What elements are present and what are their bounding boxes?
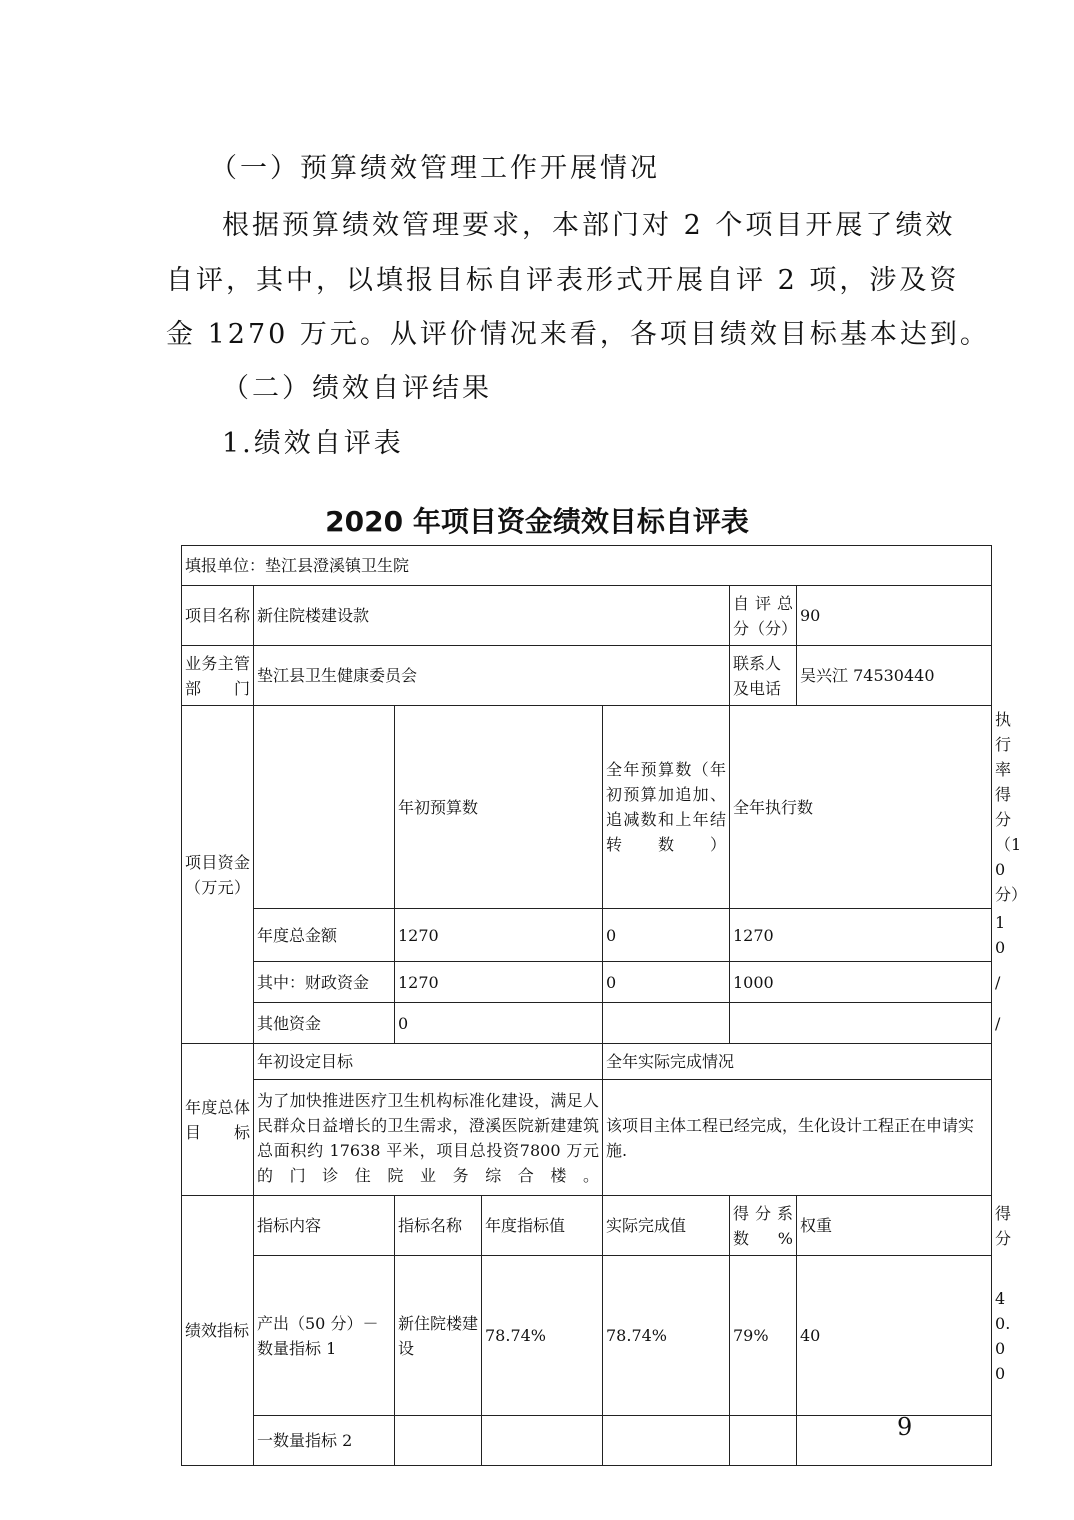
funds-row-label: 年度总金额 [254,909,395,962]
perf-header-actual: 实际完成值 [603,1196,730,1256]
funds-row-annual [603,1003,730,1044]
perf-row-weight [797,1416,992,1466]
perf-indicator-label: 绩效指标 [182,1196,254,1466]
funds-row: 其中：财政资金 1270 0 1000 / [182,962,992,1003]
funds-row-initial: 1270 [395,909,603,962]
goal-header-row [182,1044,992,1080]
funds-row-executed: 1270 [730,909,992,962]
perf-header-content: 指标内容 [254,1196,395,1256]
funds-row-executed: 1000 [730,962,992,1003]
goal-initial-text: 为了加快推进医疗卫生机构标准化建设，满足人民群众日益增长的卫生需求，澄溪医院新建建筑总面积约 17638 平米，项目总投资7800 万元的门诊住院业务综合楼。 [254,1080,603,1196]
perf-row-target [482,1416,603,1466]
perf-row [182,1416,992,1466]
section-heading-3: 1.绩效自评表 [222,428,404,459]
funds-header-row: 项目资金（万元） 年初预算数 全年预算数（年初预算加追加、追减数和上年结转数） 全年执行数 执行率得分（10 分） [182,706,992,909]
funds-label: 项目资金（万元） [182,706,254,1044]
project-name-label: 项目名称 [182,586,254,646]
contact-label: 联系人及电话 [730,646,797,706]
funds-row-label: 其中：财政资金 [254,962,395,1003]
perf-header-target: 年度指标值 [482,1196,603,1256]
paragraph-line-2: 自评，其中，以填报目标自评表形式开展自评 2 项，涉及资 [166,265,960,296]
perf-row-name: 新住院楼建设 [395,1256,482,1416]
perf-row-actual: 78.74% [603,1256,730,1416]
perf-row-content: 一数量指标 2 [254,1416,395,1466]
perf-row-actual [603,1416,730,1466]
goal-initial-header: 年初设定目标 [254,1044,603,1080]
goal-result-header: 全年实际完成情况 [603,1044,992,1080]
table-title: 2020 年项目资金绩效目标自评表 [325,505,749,538]
perf-row-target: 78.74% [482,1256,603,1416]
department-value: 垫江县卫生健康委员会 [254,646,730,706]
funds-row-label: 其他资金 [254,1003,395,1044]
section-heading-1: （一）预算绩效管理工作开展情况 [210,153,660,184]
perf-row-coef [730,1416,797,1466]
goal-result-text: 该项目主体工程已经完成，生化设计工程正在申请实施. [603,1080,992,1196]
perf-header-coef: 得分系数% [730,1196,797,1256]
funds-row: 年度总金额 1270 0 1270 10 [182,909,992,962]
funds-row-initial: 0 [395,1003,603,1044]
self-score-value: 90 [797,586,992,646]
annual-goal-label: 年度总体目标 [182,1044,254,1196]
filling-unit: 填报单位：垫江县澄溪镇卫生院 [182,546,992,586]
department-row [182,646,992,706]
perf-row: 产出（50 分）－数量指标 1 新住院楼建设 78.74% 78.74% 79% 40 40.00 [182,1256,992,1416]
perf-row-coef: 79% [730,1256,797,1416]
funds-row-annual: 0 [603,909,730,962]
unit-row [182,546,992,586]
section-heading-2: （二）绩效自评结果 [222,373,492,404]
funds-header-annual: 全年预算数（年初预算加追加、追减数和上年结转数） [603,706,730,909]
perf-header-row: 绩效指标 指标内容 指标名称 年度指标值 实际完成值 得分系数% 权重 得分 [182,1196,992,1256]
funds-header-executed: 全年执行数 [730,706,992,909]
perf-row-weight: 40 [797,1256,992,1416]
project-name-value: 新住院楼建设款 [254,586,730,646]
department-label: 业务主管部门 [182,646,254,706]
perf-header-name: 指标名称 [395,1196,482,1256]
funds-header-initial: 年初预算数 [395,706,603,909]
paragraph-line-1: 根据预算绩效管理要求，本部门对 2 个项目开展了绩效 [222,210,956,241]
funds-row-annual: 0 [603,962,730,1003]
perf-header-weight: 权重 [797,1196,992,1256]
perf-row-name [395,1416,482,1466]
goal-content-row [182,1080,992,1196]
project-name-row [182,586,992,646]
perf-row-content: 产出（50 分）－数量指标 1 [254,1256,395,1416]
page-number: 9 [897,1413,913,1441]
self-score-label: 自评总分（分） [730,586,797,646]
funds-row: 其他资金 0 / [182,1003,992,1044]
self-evaluation-table [181,545,1028,1466]
contact-value: 吴兴江 74530440 [797,646,992,706]
funds-row-executed [730,1003,992,1044]
funds-header-blank [254,706,395,909]
funds-row-initial: 1270 [395,962,603,1003]
paragraph-line-3: 金 1270 万元。从评价情况来看，各项目绩效目标基本达到。 [166,319,990,350]
